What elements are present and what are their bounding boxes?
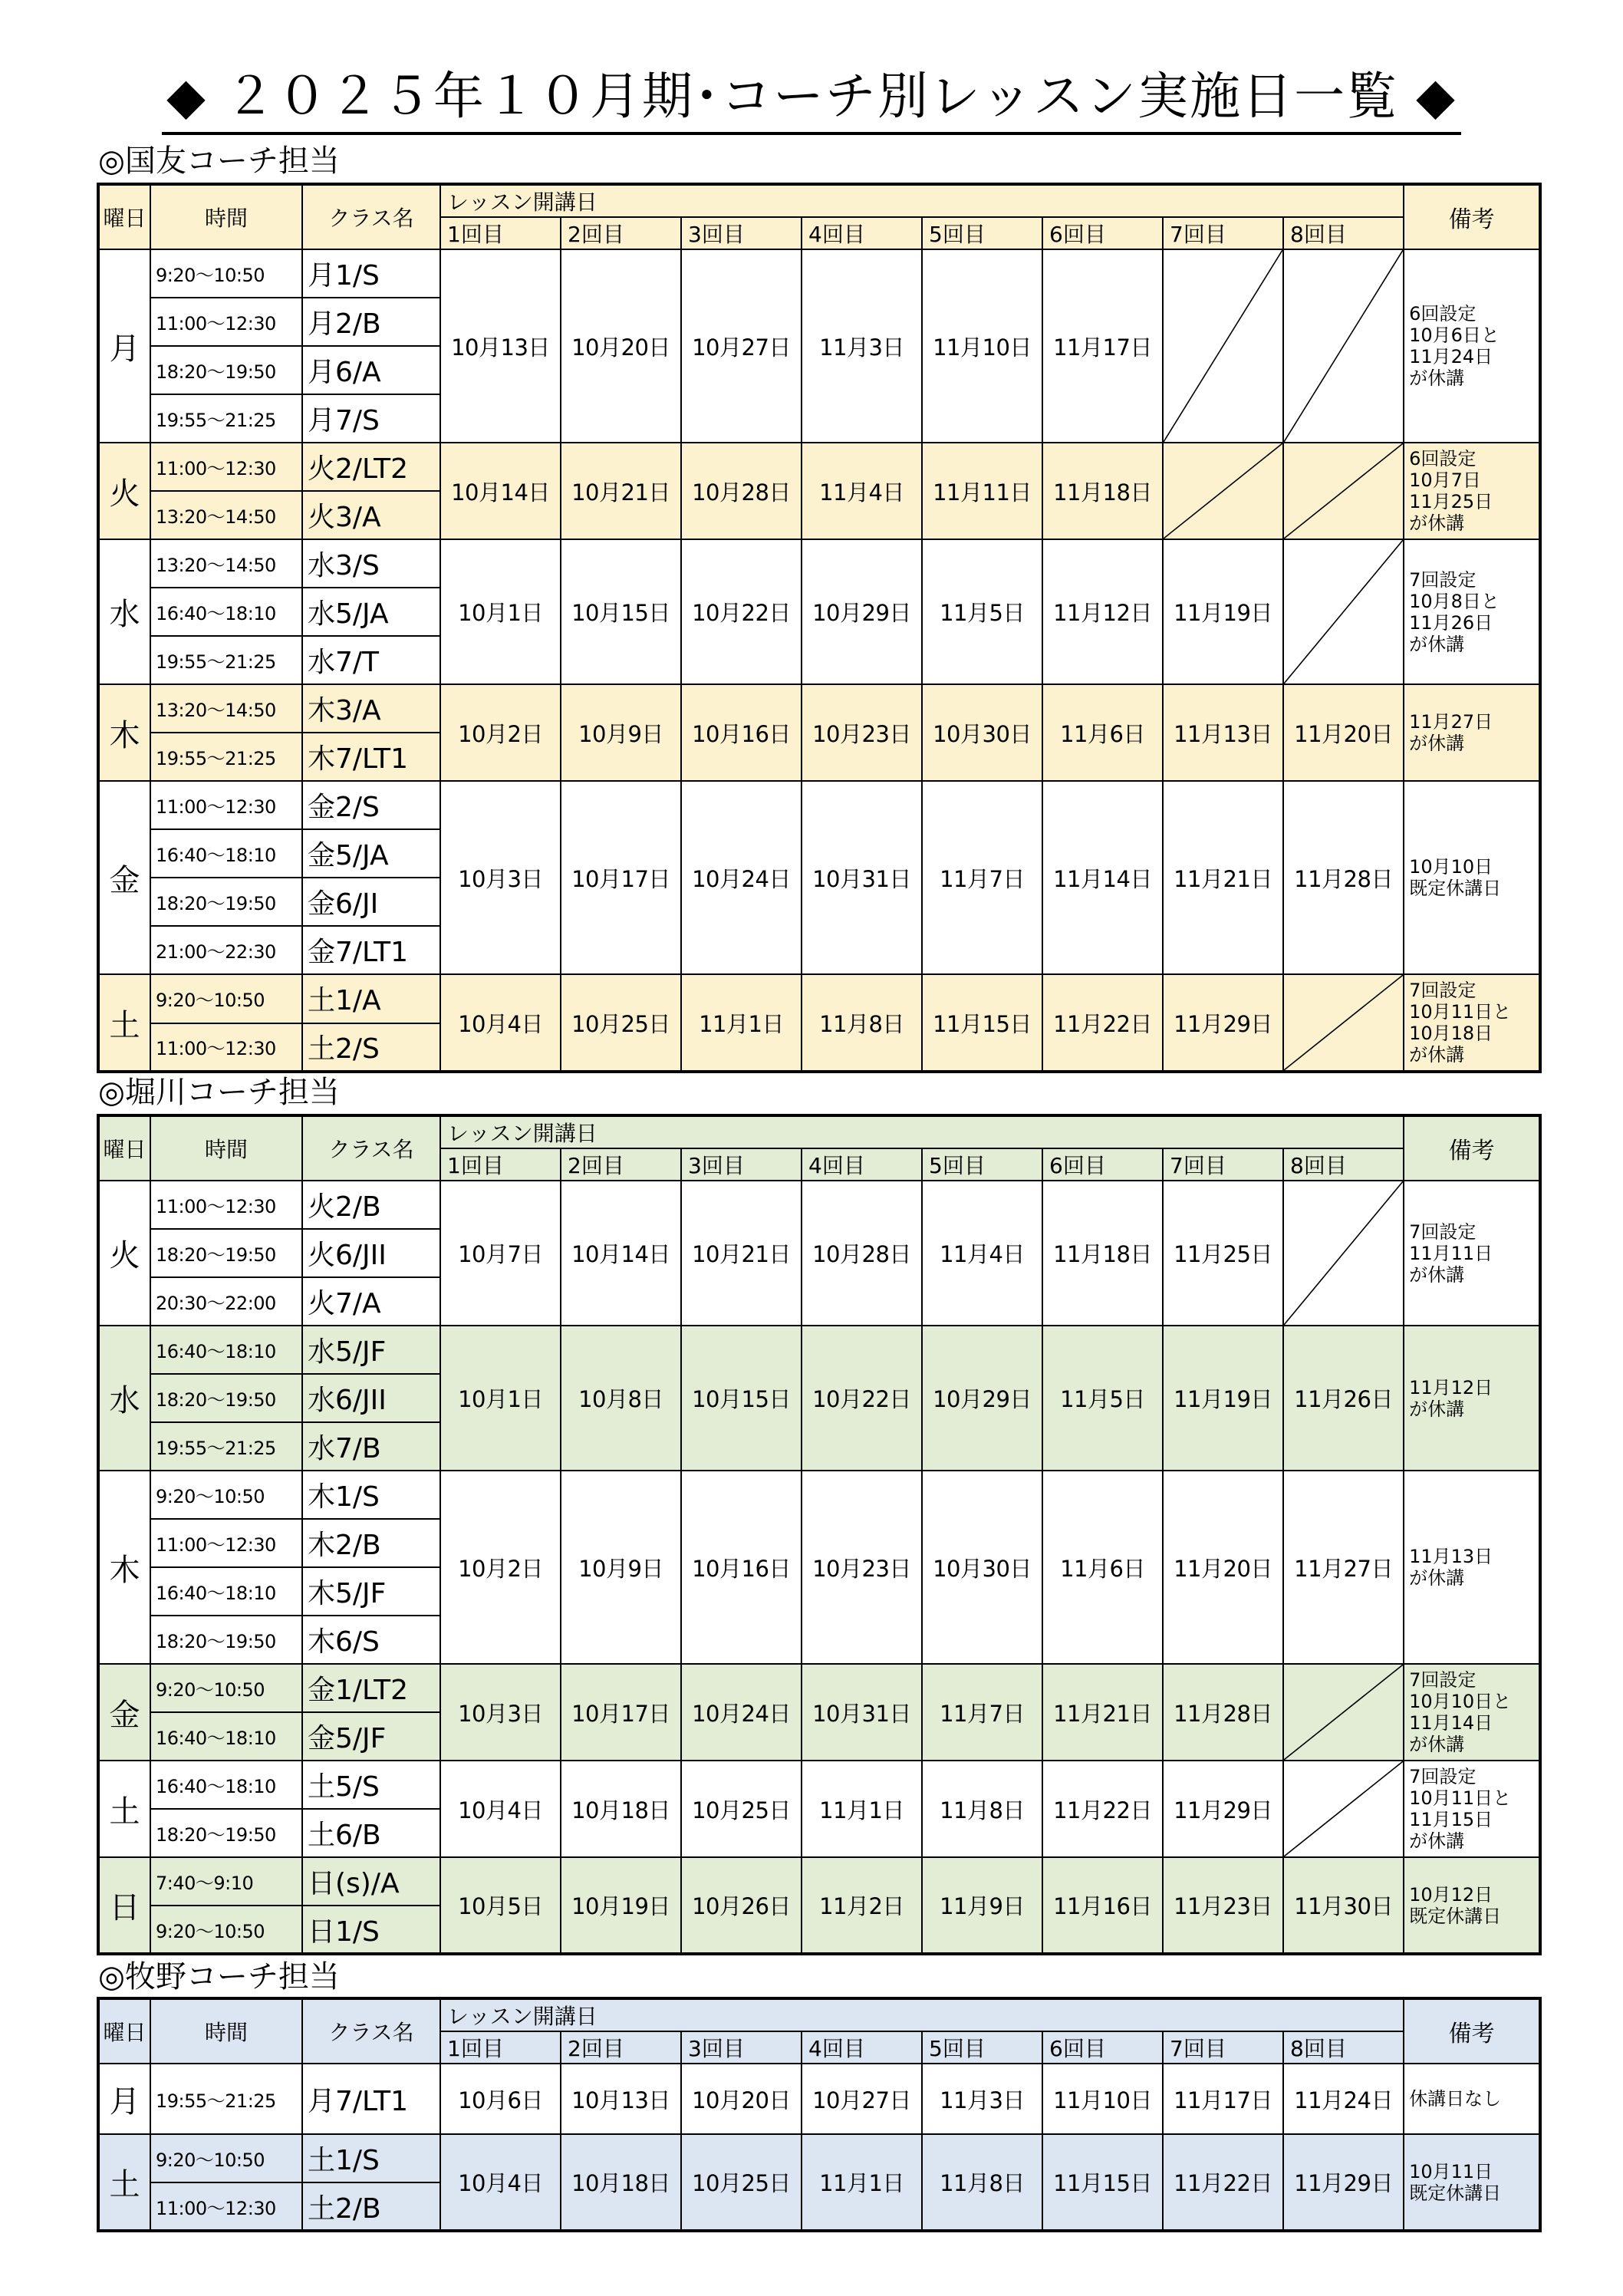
note-cell: 10月10日 既定休講日 [1404, 781, 1540, 974]
time-cell: 7:40～9:10 [150, 1857, 302, 1906]
section-heading: ◎堀川コーチ担当 [98, 1075, 340, 1110]
header-nth-8: 8回目 [1283, 217, 1404, 249]
class-cell: 水7/B [302, 1422, 440, 1471]
lesson-date-4: 10月29日 [802, 539, 922, 684]
lesson-date-7: 11月21日 [1163, 781, 1283, 974]
class-cell: 水5/JF [302, 1326, 440, 1374]
page-title-text: ◆ ２０２５年１０月期･コーチ別レッスン実施日一覧 ◆ [162, 61, 1461, 135]
lesson-date-3: 10月28日 [681, 443, 802, 539]
lesson-date-5: 11月7日 [922, 1664, 1042, 1761]
lesson-date-7: 11月23日 [1163, 1857, 1283, 1954]
note-cell: 10月12日 既定休講日 [1404, 1857, 1540, 1954]
lesson-row [98, 974, 1540, 1023]
lesson-date-8: 11月27日 [1283, 1471, 1404, 1664]
day-cell: 金 [98, 1664, 150, 1761]
note-cell: 6回設定 10月6日と 11月24日 が休講 [1404, 249, 1540, 443]
diagonal-strike-icon [1164, 443, 1282, 539]
lesson-date-3: 10月22日 [681, 539, 802, 684]
lesson-date-1: 10月3日 [440, 781, 561, 974]
lesson-date-7: 11月19日 [1163, 1326, 1283, 1471]
header-time: 時間 [150, 184, 302, 249]
lesson-date-4: 10月23日 [802, 684, 922, 781]
class-cell: 月7/S [302, 394, 440, 443]
day-cell: 月 [98, 2064, 150, 2134]
time-cell: 11:00～12:30 [150, 1181, 302, 1229]
lesson-row [98, 781, 1540, 829]
day-cell: 水 [98, 1326, 150, 1471]
class-cell: 金5/JF [302, 1712, 440, 1761]
lesson-date-1: 10月3日 [440, 1664, 561, 1761]
lesson-date-7: 11月29日 [1163, 974, 1283, 1072]
lesson-date-2: 10月17日 [561, 1664, 681, 1761]
time-cell: 11:00～12:30 [150, 1519, 302, 1567]
header-nth-2: 2回目 [561, 2031, 681, 2064]
header-class: クラス名 [302, 184, 440, 249]
header-nth-1: 1回目 [440, 217, 561, 249]
diagonal-strike-icon [1284, 1761, 1403, 1856]
lesson-date-5: 11月9日 [922, 1857, 1042, 1954]
section-heading: ◎牧野コーチ担当 [98, 1959, 340, 1995]
no-lesson-cell [1283, 1761, 1404, 1857]
lesson-row [98, 1181, 1540, 1229]
lesson-date-6: 11月22日 [1042, 974, 1163, 1072]
time-cell: 16:40～18:10 [150, 1712, 302, 1761]
time-cell: 11:00～12:30 [150, 298, 302, 346]
lesson-date-5: 11月8日 [922, 2134, 1042, 2231]
header-row [98, 1115, 1540, 1148]
class-cell: 水6/JII [302, 1374, 440, 1422]
lesson-date-2: 10月18日 [561, 1761, 681, 1857]
time-cell: 16:40～18:10 [150, 1326, 302, 1374]
lesson-date-8: 11月20日 [1283, 684, 1404, 781]
header-nth-7: 7回目 [1163, 2031, 1283, 2064]
note-cell: 7回設定 10月10日と 11月14日 が休講 [1404, 1664, 1540, 1761]
class-cell: 金7/LT1 [302, 926, 440, 974]
lesson-date-7: 11月13日 [1163, 684, 1283, 781]
lesson-date-1: 10月4日 [440, 1761, 561, 1857]
time-cell: 9:20～10:50 [150, 2134, 302, 2182]
lesson-date-2: 10月14日 [561, 1181, 681, 1326]
lesson-date-4: 10月27日 [802, 2064, 922, 2134]
class-cell: 日1/S [302, 1906, 440, 1954]
header-nth-6: 6回目 [1042, 1148, 1163, 1181]
lesson-date-8: 11月24日 [1283, 2064, 1404, 2134]
class-cell: 火7/A [302, 1277, 440, 1326]
lesson-row [98, 539, 1540, 588]
schedule-table [97, 183, 1542, 1073]
time-cell: 19:55～21:25 [150, 394, 302, 443]
lesson-date-1: 10月5日 [440, 1857, 561, 1954]
note-cell: 10月11日 既定休講日 [1404, 2134, 1540, 2231]
lesson-date-7: 11月20日 [1163, 1471, 1283, 1664]
lesson-date-4: 11月1日 [802, 1761, 922, 1857]
header-note: 備考 [1404, 184, 1540, 249]
lesson-date-4: 11月4日 [802, 443, 922, 539]
class-cell: 土2/B [302, 2182, 440, 2231]
time-cell: 11:00～12:30 [150, 781, 302, 829]
day-cell: 木 [98, 1471, 150, 1664]
time-cell: 18:20～19:50 [150, 346, 302, 394]
header-nth-8: 8回目 [1283, 1148, 1404, 1181]
header-nth-4: 4回目 [802, 1148, 922, 1181]
schedule-table [97, 1997, 1542, 2232]
lesson-row [98, 1326, 1540, 1374]
lesson-date-4: 11月8日 [802, 974, 922, 1072]
class-cell: 月7/LT1 [302, 2064, 440, 2134]
lesson-date-2: 10月20日 [561, 249, 681, 443]
time-cell: 9:20～10:50 [150, 1471, 302, 1519]
lesson-date-4: 10月31日 [802, 1664, 922, 1761]
time-cell: 18:20～19:50 [150, 1374, 302, 1422]
class-cell: 金2/S [302, 781, 440, 829]
diagonal-strike-icon [1284, 443, 1403, 539]
lesson-date-1: 10月7日 [440, 1181, 561, 1326]
lesson-row [98, 1761, 1540, 1809]
lesson-date-4: 11月1日 [802, 2134, 922, 2231]
class-cell: 金1/LT2 [302, 1664, 440, 1712]
lesson-date-5: 10月29日 [922, 1326, 1042, 1471]
lesson-date-6: 11月12日 [1042, 539, 1163, 684]
header-nth-4: 4回目 [802, 2031, 922, 2064]
class-cell: 月2/B [302, 298, 440, 346]
lesson-date-1: 10月13日 [440, 249, 561, 443]
time-cell: 11:00～12:30 [150, 1023, 302, 1072]
lesson-row [98, 1664, 1540, 1712]
lesson-date-1: 10月1日 [440, 539, 561, 684]
header-class: クラス名 [302, 1115, 440, 1181]
lesson-date-3: 10月15日 [681, 1326, 802, 1471]
day-cell: 火 [98, 1181, 150, 1326]
class-cell: 土1/S [302, 2134, 440, 2182]
class-cell: 水3/S [302, 539, 440, 588]
lesson-date-2: 10月9日 [561, 1471, 681, 1664]
lesson-date-7: 11月22日 [1163, 2134, 1283, 2231]
class-cell: 土5/S [302, 1761, 440, 1809]
lesson-date-8: 11月28日 [1283, 781, 1404, 974]
lesson-date-4: 10月22日 [802, 1326, 922, 1471]
day-cell: 月 [98, 249, 150, 443]
note-cell: 休講日なし [1404, 2064, 1540, 2134]
note-cell: 7回設定 10月11日と 10月18日 が休講 [1404, 974, 1540, 1072]
lesson-date-1: 10月2日 [440, 684, 561, 781]
class-cell: 土6/B [302, 1809, 440, 1857]
header-class: クラス名 [302, 1998, 440, 2064]
lesson-date-5: 11月10日 [922, 249, 1042, 443]
diagonal-strike-icon [1164, 250, 1282, 442]
header-nth-1: 1回目 [440, 1148, 561, 1181]
time-cell: 16:40～18:10 [150, 588, 302, 636]
lesson-date-5: 11月15日 [922, 974, 1042, 1072]
lesson-date-1: 10月1日 [440, 1326, 561, 1471]
class-cell: 土2/S [302, 1023, 440, 1072]
time-cell: 18:20～19:50 [150, 1809, 302, 1857]
no-lesson-cell [1283, 443, 1404, 539]
lesson-date-6: 11月15日 [1042, 2134, 1163, 2231]
note-cell: 11月27日 が休講 [1404, 684, 1540, 781]
header-nth-8: 8回目 [1283, 2031, 1404, 2064]
lesson-date-6: 11月18日 [1042, 1181, 1163, 1326]
no-lesson-cell [1283, 974, 1404, 1072]
header-nth-5: 5回目 [922, 2031, 1042, 2064]
class-cell: 月1/S [302, 249, 440, 298]
class-cell: 月6/A [302, 346, 440, 394]
time-cell: 18:20～19:50 [150, 1616, 302, 1664]
lesson-date-5: 10月30日 [922, 1471, 1042, 1664]
class-cell: 日(s)/A [302, 1857, 440, 1906]
header-nth-4: 4回目 [802, 217, 922, 249]
lesson-date-2: 10月17日 [561, 781, 681, 974]
time-cell: 9:20～10:50 [150, 1664, 302, 1712]
lesson-date-2: 10月13日 [561, 2064, 681, 2134]
diagonal-strike-icon [1284, 1665, 1403, 1760]
lesson-row [98, 1471, 1540, 1519]
lesson-row [98, 2064, 1540, 2134]
header-time: 時間 [150, 1115, 302, 1181]
lesson-date-5: 10月30日 [922, 684, 1042, 781]
header-lesson-days: レッスン開講日 [440, 184, 1404, 217]
header-lesson-days: レッスン開講日 [440, 1115, 1404, 1148]
class-cell: 木3/A [302, 684, 440, 733]
class-cell: 木6/S [302, 1616, 440, 1664]
time-cell: 19:55～21:25 [150, 636, 302, 684]
time-cell: 21:00～22:30 [150, 926, 302, 974]
header-row [98, 184, 1540, 217]
no-lesson-cell [1283, 539, 1404, 684]
time-cell: 16:40～18:10 [150, 829, 302, 878]
note-cell: 11月12日 が休講 [1404, 1326, 1540, 1471]
class-cell: 水5/JA [302, 588, 440, 636]
lesson-date-6: 11月22日 [1042, 1761, 1163, 1857]
note-cell: 6回設定 10月7日 11月25日 が休講 [1404, 443, 1540, 539]
header-time: 時間 [150, 1998, 302, 2064]
class-cell: 火2/LT2 [302, 443, 440, 491]
header-note: 備考 [1404, 1998, 1540, 2064]
lesson-date-2: 10月15日 [561, 539, 681, 684]
lesson-date-6: 11月18日 [1042, 443, 1163, 539]
no-lesson-cell [1283, 1181, 1404, 1326]
diagonal-strike-icon [1284, 540, 1403, 684]
lesson-date-1: 10月4日 [440, 974, 561, 1072]
lesson-row [98, 684, 1540, 733]
header-day: 曜日 [98, 184, 150, 249]
day-cell: 日 [98, 1857, 150, 1954]
note-cell: 11月13日 が休講 [1404, 1471, 1540, 1664]
class-cell: 木1/S [302, 1471, 440, 1519]
no-lesson-cell [1283, 1664, 1404, 1761]
class-cell: 火6/JII [302, 1229, 440, 1277]
lesson-date-5: 11月8日 [922, 1761, 1042, 1857]
lesson-date-3: 10月24日 [681, 781, 802, 974]
time-cell: 9:20～10:50 [150, 1906, 302, 1954]
lesson-date-8: 11月26日 [1283, 1326, 1404, 1471]
lesson-date-3: 10月26日 [681, 1857, 802, 1954]
header-nth-2: 2回目 [561, 217, 681, 249]
lesson-date-5: 11月11日 [922, 443, 1042, 539]
header-nth-3: 3回目 [681, 2031, 802, 2064]
header-day: 曜日 [98, 1998, 150, 2064]
header-nth-3: 3回目 [681, 1148, 802, 1181]
lesson-date-4: 10月31日 [802, 781, 922, 974]
lesson-date-3: 10月27日 [681, 249, 802, 443]
header-nth-7: 7回目 [1163, 1148, 1283, 1181]
time-cell: 16:40～18:10 [150, 1761, 302, 1809]
header-nth-6: 6回目 [1042, 217, 1163, 249]
lesson-date-8: 11月30日 [1283, 1857, 1404, 1954]
no-lesson-cell [1163, 443, 1283, 539]
time-cell: 19:55～21:25 [150, 1422, 302, 1471]
lesson-date-6: 11月17日 [1042, 249, 1163, 443]
day-cell: 土 [98, 2134, 150, 2231]
lesson-date-6: 11月5日 [1042, 1326, 1163, 1471]
header-nth-6: 6回目 [1042, 2031, 1163, 2064]
lesson-date-4: 11月3日 [802, 249, 922, 443]
header-nth-5: 5回目 [922, 1148, 1042, 1181]
lesson-date-6: 11月10日 [1042, 2064, 1163, 2134]
class-cell: 木5/JF [302, 1567, 440, 1616]
lesson-date-5: 11月5日 [922, 539, 1042, 684]
class-cell: 木7/LT1 [302, 733, 440, 781]
lesson-date-3: 10月25日 [681, 1761, 802, 1857]
class-cell: 木2/B [302, 1519, 440, 1567]
day-cell: 土 [98, 1761, 150, 1857]
lesson-date-3: 10月16日 [681, 1471, 802, 1664]
day-cell: 水 [98, 539, 150, 684]
lesson-date-7: 11月29日 [1163, 1761, 1283, 1857]
header-nth-3: 3回目 [681, 217, 802, 249]
lesson-date-6: 11月16日 [1042, 1857, 1163, 1954]
lesson-date-7: 11月17日 [1163, 2064, 1283, 2134]
lesson-date-4: 10月28日 [802, 1181, 922, 1326]
class-cell: 火3/A [302, 491, 440, 539]
class-cell: 金5/JA [302, 829, 440, 878]
lesson-date-4: 10月23日 [802, 1471, 922, 1664]
lesson-date-2: 10月8日 [561, 1326, 681, 1471]
header-row [98, 1998, 1540, 2031]
day-cell: 火 [98, 443, 150, 539]
lesson-date-2: 10月9日 [561, 684, 681, 781]
header-day: 曜日 [98, 1115, 150, 1181]
no-lesson-cell [1283, 249, 1404, 443]
lesson-date-3: 10月25日 [681, 2134, 802, 2231]
lesson-date-8: 11月29日 [1283, 2134, 1404, 2231]
lesson-date-4: 11月2日 [802, 1857, 922, 1954]
lesson-row [98, 1857, 1540, 1906]
lesson-date-3: 10月16日 [681, 684, 802, 781]
time-cell: 13:20～14:50 [150, 491, 302, 539]
lesson-date-2: 10月25日 [561, 974, 681, 1072]
header-nth-7: 7回目 [1163, 217, 1283, 249]
lesson-date-2: 10月21日 [561, 443, 681, 539]
lesson-date-6: 11月21日 [1042, 1664, 1163, 1761]
lesson-row [98, 443, 1540, 491]
lesson-date-7: 11月25日 [1163, 1181, 1283, 1326]
lesson-date-2: 10月19日 [561, 1857, 681, 1954]
time-cell: 11:00～12:30 [150, 443, 302, 491]
lesson-date-6: 11月14日 [1042, 781, 1163, 974]
lesson-date-5: 11月4日 [922, 1181, 1042, 1326]
lesson-date-7: 11月28日 [1163, 1664, 1283, 1761]
time-cell: 16:40～18:10 [150, 1567, 302, 1616]
time-cell: 11:00～12:30 [150, 2182, 302, 2231]
time-cell: 18:20～19:50 [150, 878, 302, 926]
day-cell: 土 [98, 974, 150, 1072]
time-cell: 13:20～14:50 [150, 684, 302, 733]
lesson-date-6: 11月6日 [1042, 684, 1163, 781]
header-nth-1: 1回目 [440, 2031, 561, 2064]
note-cell: 7回設定 11月11日 が休講 [1404, 1181, 1540, 1326]
diagonal-strike-icon [1284, 250, 1403, 442]
class-cell: 水7/T [302, 636, 440, 684]
class-cell: 火2/B [302, 1181, 440, 1229]
lesson-date-2: 10月18日 [561, 2134, 681, 2231]
lesson-date-1: 10月4日 [440, 2134, 561, 2231]
class-cell: 土1/A [302, 974, 440, 1023]
lesson-date-3: 10月21日 [681, 1181, 802, 1326]
time-cell: 19:55～21:25 [150, 2064, 302, 2134]
header-nth-2: 2回目 [561, 1148, 681, 1181]
header-lesson-days: レッスン開講日 [440, 1998, 1404, 2031]
lesson-date-7: 11月19日 [1163, 539, 1283, 684]
time-cell: 9:20～10:50 [150, 974, 302, 1023]
lesson-date-1: 10月2日 [440, 1471, 561, 1664]
day-cell: 金 [98, 781, 150, 974]
no-lesson-cell [1163, 249, 1283, 443]
lesson-date-3: 11月1日 [681, 974, 802, 1072]
time-cell: 9:20～10:50 [150, 249, 302, 298]
note-cell: 7回設定 10月8日と 11月26日 が休講 [1404, 539, 1540, 684]
lesson-date-3: 10月20日 [681, 2064, 802, 2134]
lesson-date-3: 10月24日 [681, 1664, 802, 1761]
lesson-row [98, 249, 1540, 298]
time-cell: 18:20～19:50 [150, 1229, 302, 1277]
class-cell: 金6/JI [302, 878, 440, 926]
lesson-date-1: 10月6日 [440, 2064, 561, 2134]
time-cell: 19:55～21:25 [150, 733, 302, 781]
day-cell: 木 [98, 684, 150, 781]
time-cell: 20:30～22:00 [150, 1277, 302, 1326]
diagonal-strike-icon [1284, 1181, 1403, 1325]
header-note: 備考 [1404, 1115, 1540, 1181]
diagonal-strike-icon [1284, 975, 1403, 1070]
lesson-date-1: 10月14日 [440, 443, 561, 539]
page-title [0, 61, 1623, 138]
lesson-date-6: 11月6日 [1042, 1471, 1163, 1664]
header-nth-5: 5回目 [922, 217, 1042, 249]
schedule-table [97, 1114, 1542, 1955]
section-heading: ◎国友コーチ担当 [98, 143, 340, 179]
lesson-row [98, 2134, 1540, 2182]
time-cell: 13:20～14:50 [150, 539, 302, 588]
lesson-date-5: 11月3日 [922, 2064, 1042, 2134]
note-cell: 7回設定 10月11日と 11月15日 が休講 [1404, 1761, 1540, 1857]
lesson-date-5: 11月7日 [922, 781, 1042, 974]
